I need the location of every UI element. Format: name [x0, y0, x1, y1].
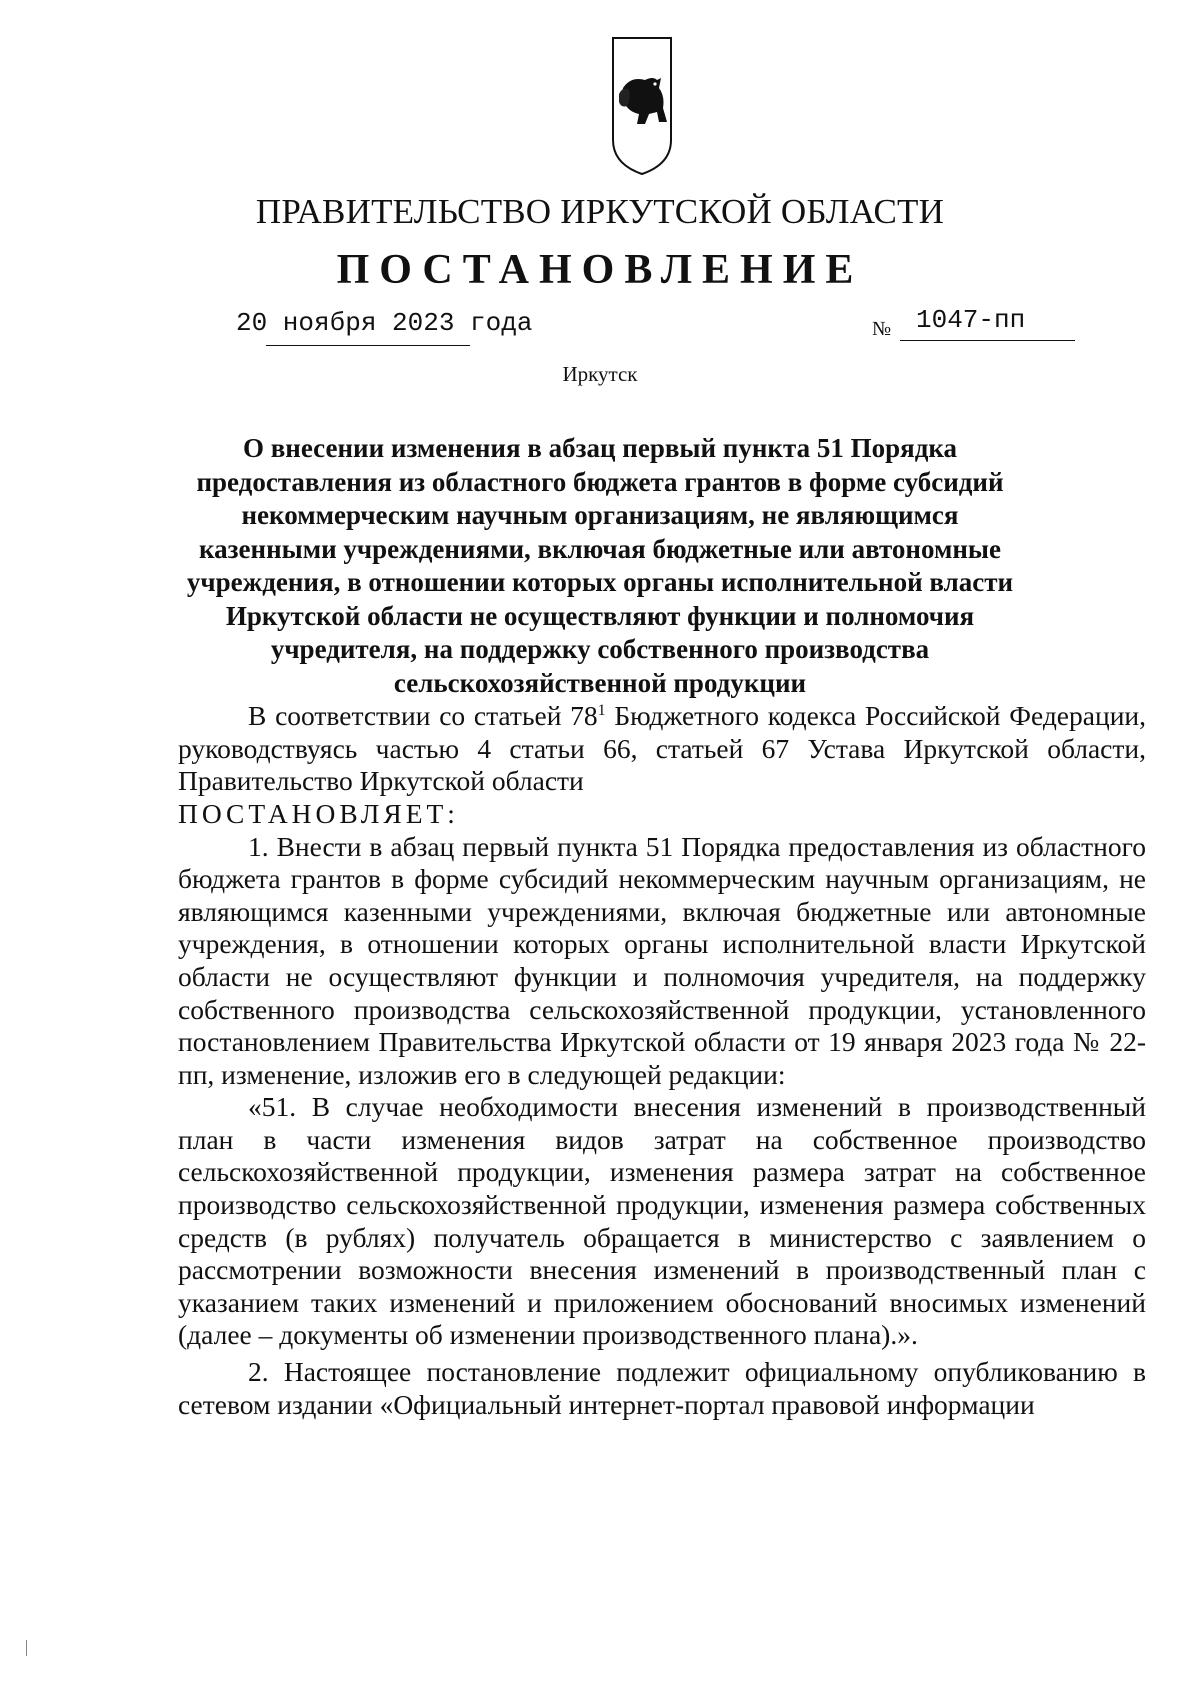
city-name: Иркутск [562, 362, 638, 386]
document-body [178, 695, 1146, 1421]
date-underline [266, 345, 470, 346]
document-number: 1047-пп [916, 305, 1026, 335]
coat-of-arms-icon [609, 36, 675, 176]
item-2-paragraph: 2. Настоящее постановление подлежит официальному опубликованию в сетевом издании «Официальный интернет-портал правовой информации [178, 1356, 1146, 1420]
preamble-paragraph [178, 695, 1146, 798]
item-1-paragraph: 1. Внести в абзац первый пункта 51 Порядка предоставления из областного бюджета грантов в форме субсидий некоммерческим научным организациям, не являющимся казенными учреждениями, включая бюджетные или автономные учреждения, в отношении которых органы исполнительной власти Иркутской области не осуществляют функции и полномочия учредителя, на поддержку собственного производства сельскохозяйственной продукции, установленного постановлением Правительства Иркутской области от 19 января 2023 года № 22-пп, изменение, изложив его в следующей редакции: [178, 830, 1146, 1090]
article-superscript: 1 [597, 702, 606, 719]
government-name: ПРАВИТЕЛЬСТВО ИРКУТСКОЙ ОБЛАСТИ [255, 192, 945, 231]
document-date: 20 ноября 2023 года [236, 308, 533, 338]
number-underline [900, 340, 1075, 341]
number-sign: № [872, 318, 892, 340]
document-type: ПОСТАНОВЛЕНИЕ [336, 247, 864, 293]
scan-edge-mark [26, 1640, 27, 1656]
preamble-start: В соответствии со статьей 78 [248, 700, 598, 732]
preamble-end: Бюджетного кодекса Российской Федерации, руководствуясь частью 4 статьи 66, статьей 67 Устава Иркутской области, Правительство Иркутской области [178, 700, 1146, 797]
resolves-heading: ПОСТАНОВЛЯЕТ: [178, 797, 459, 829]
quoted-amendment-paragraph: «51. В случае необходимости внесения изменений в производственный план в части изменения видов затрат на собственное производство сельскохозяйственной продукции, изменения размера затрат на собственное производство сельскохозяйственной продукции, изменения размера собственных средств (в рублях) получатель обращается в министерство с заявлением о рассмотрении возможности внесения изменений в производственный план с указанием таких изменений и приложением обоснований вносимых изменений (далее – документы об изменении производственного плана).». [178, 1091, 1146, 1351]
document-title: О внесении изменения в абзац первый пункта 51 Порядка предоставления из областного бюджета грантов в форме субсидий некоммерческим научным организациям, не являющимся казенными учреждениями, включая бюджетные или автономные учреждения, в отношении которых органы исполнительной власти Иркутской области не осуществляют функции и полномочия учредителя, на поддержку собственного производства сельскохозяйственной продукции [186, 433, 1014, 698]
